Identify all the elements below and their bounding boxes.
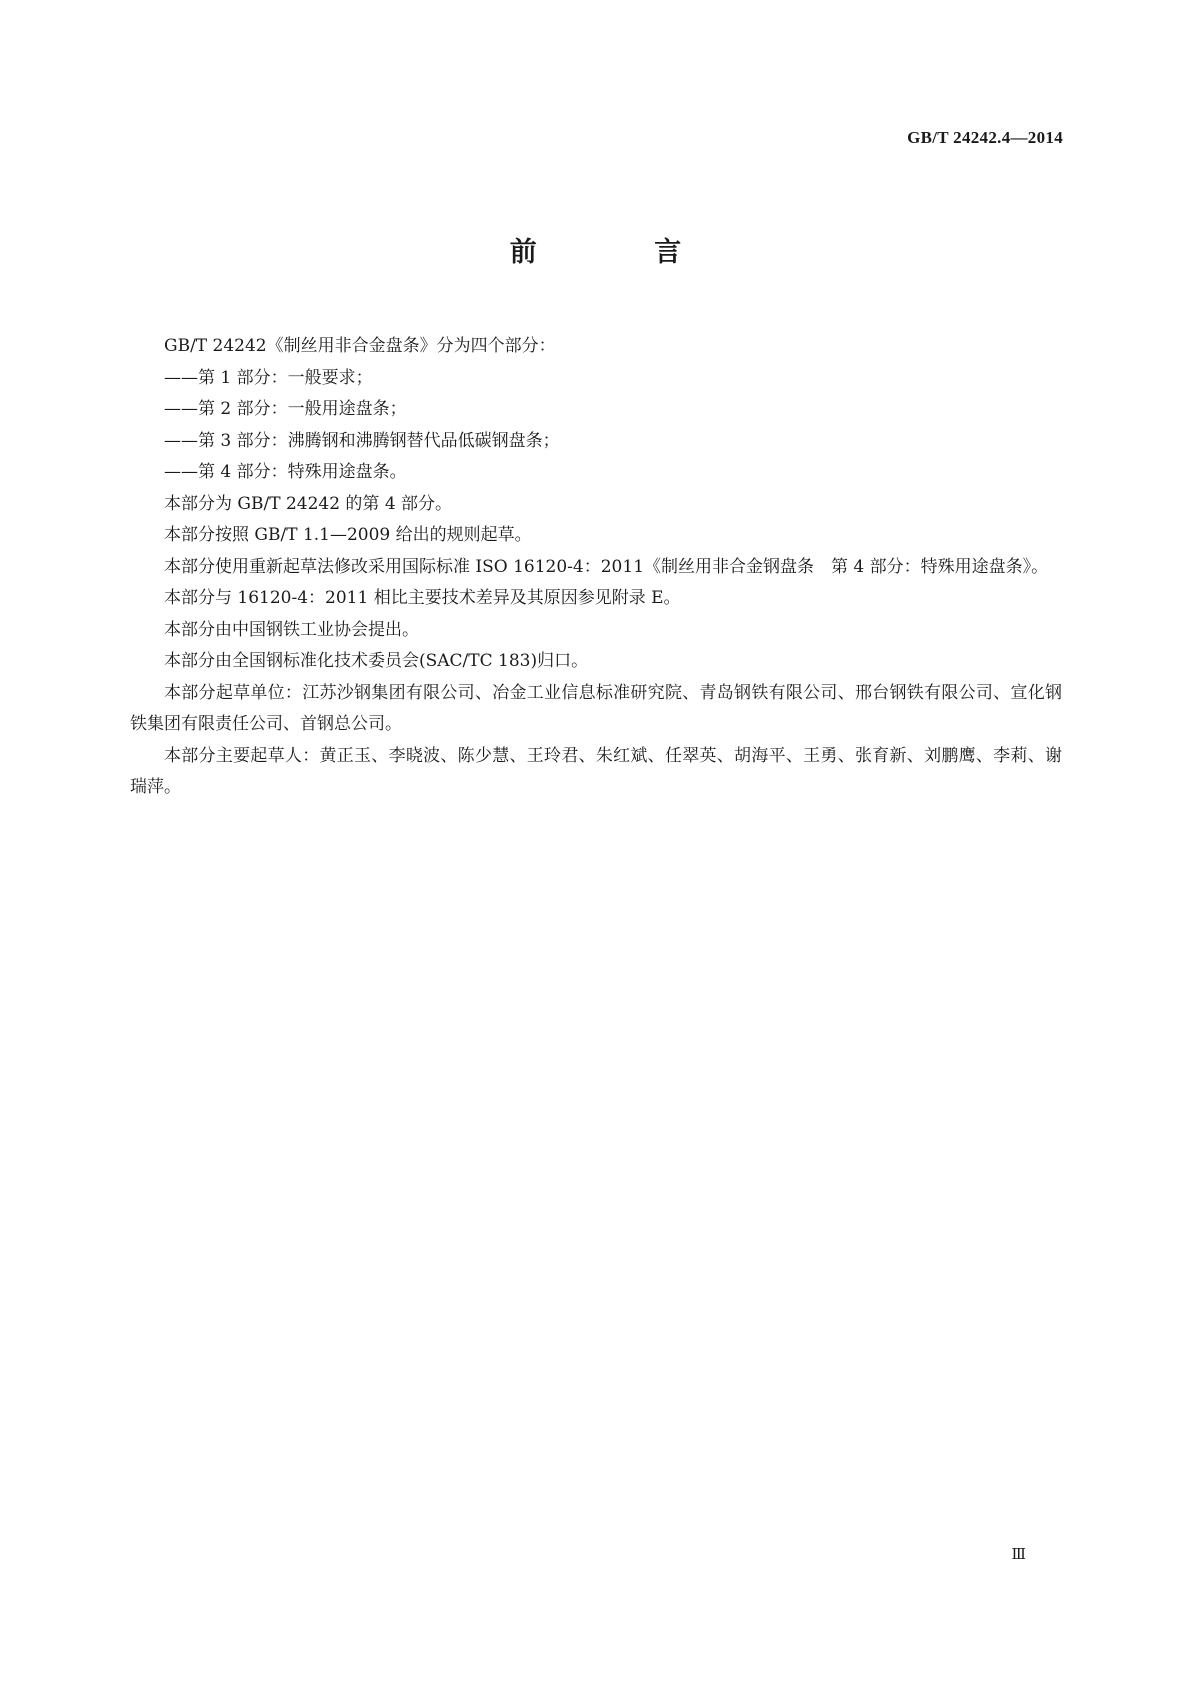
paragraph-drafting-rules: 本部分按照 GB/T 1.1—2009 给出的规则起草。 (164, 525, 532, 545)
page-number: Ⅲ (1011, 1547, 1026, 1563)
intro-paragraph: GB/T 24242《制丝用非合金盘条》分为四个部分： (164, 336, 556, 356)
standard-code: GB/T 24242.4—2014 (907, 128, 1063, 147)
paragraph-drafting-units: 本部分起草单位：江苏沙钢集团有限公司、冶金工业信息标准研究院、青岛钢铁有限公司、邢台钢铁有限公司、宣化钢铁集团有限责任公司、首钢总公司。 (130, 682, 1062, 734)
part-list-item-1: ——第 1 部分：一般要求； (164, 367, 373, 388)
foreword-body (130, 331, 1062, 804)
part-list-item-2: ——第 2 部分：一般用途盘条； (164, 399, 407, 419)
paragraph-technical-differences: 本部分与 16120-4：2011 相比主要技术差异及其原因参见附录 E。 (164, 588, 681, 608)
paragraph-part-statement: 本部分为 GB/T 24242 的第 4 部分。 (164, 493, 453, 514)
paragraph-drafters: 本部分主要起草人：黄正玉、李晓波、陈少慧、王玲君、朱红斌、任翠英、胡海平、王勇、张育新、刘鹏鹰、李莉、谢瑞萍。 (130, 745, 1062, 797)
paragraph-proposer: 本部分由中国钢铁工业协会提出。 (164, 619, 419, 640)
paragraph-iso-adoption: 本部分使用重新起草法修改采用国际标准 ISO 16120-4：2011《制丝用非合金钢盘条 第 4 部分：特殊用途盘条》。 (164, 556, 1049, 577)
paragraph-administrator: 本部分由全国钢标准化技术委员会(SAC/TC 183)归口。 (164, 651, 589, 671)
part-list-item-4: ——第 4 部分：特殊用途盘条。 (164, 462, 407, 482)
part-list-item-3: ——第 3 部分：沸腾钢和沸腾钢替代品低碳钢盘条； (164, 430, 560, 451)
page-title: 前 言 (509, 237, 736, 268)
